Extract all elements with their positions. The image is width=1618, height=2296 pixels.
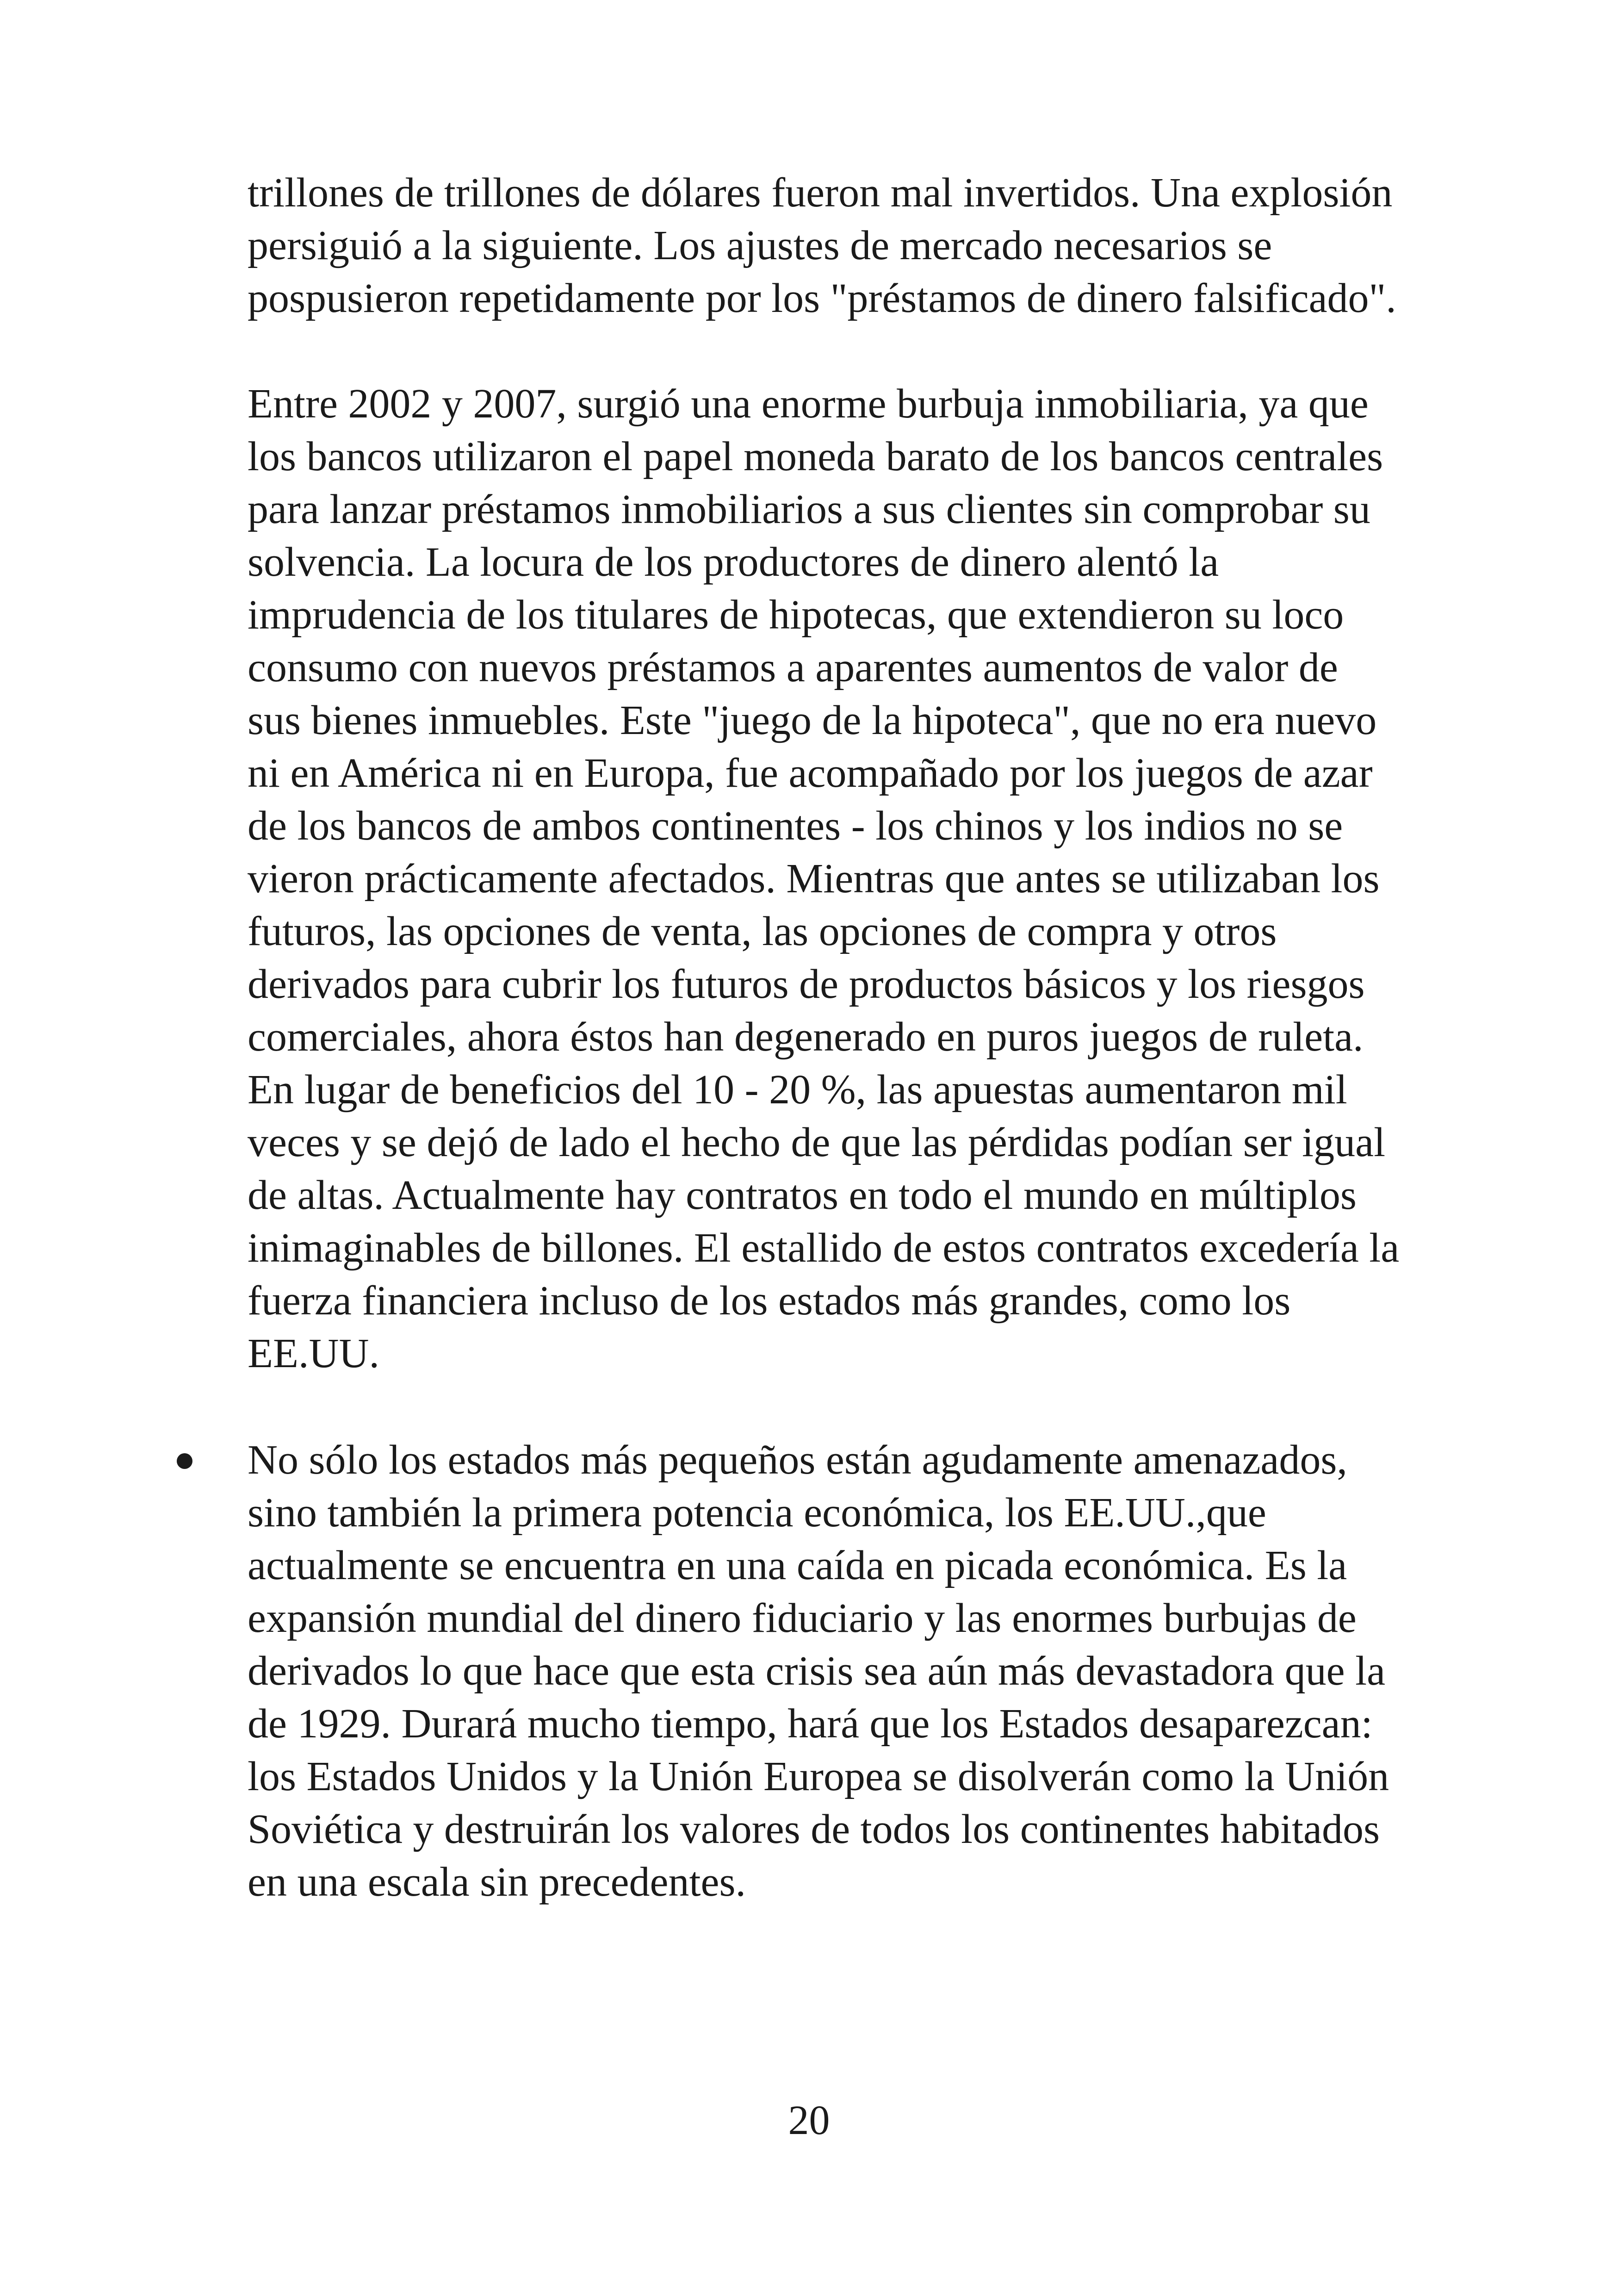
paragraph-2-line: En lugar de beneficios del 10 - 20 %, las apuestas aumentaron mil	[248, 1067, 1347, 1113]
paragraph-2-line: de los bancos de ambos continentes - los chinos y los indios no se	[248, 803, 1343, 849]
paragraph-2-line: EE.UU.	[248, 1331, 379, 1376]
paragraph-1-line: trillones de trillones de dólares fueron mal invertidos. Una explosión	[248, 170, 1393, 216]
bullet-paragraph-line: sino también la primera potencia económica, los EE.UU.,que	[248, 1490, 1266, 1536]
paragraph-2-line: Entre 2002 y 2007, surgió una enorme burbuja inmobiliaria, ya que	[248, 381, 1369, 427]
paragraph-2-line: derivados para cubrir los futuros de productos básicos y los riesgos	[248, 961, 1365, 1007]
bullet-paragraph-line: actualmente se encuentra en una caída en picada económica. Es la	[248, 1543, 1347, 1588]
bullet-paragraph-line: de 1929. Durará mucho tiempo, hará que los Estados desaparezcan:	[248, 1701, 1373, 1747]
paragraph-2-line: para lanzar préstamos inmobiliarios a sus clientes sin comprobar su	[248, 486, 1370, 532]
page-number: 20	[788, 2097, 830, 2143]
bullet-paragraph-line: expansión mundial del dinero fiduciario y las enormes burbujas de	[248, 1595, 1357, 1641]
paragraph-2-line: inimaginables de billones. El estallido de estos contratos excedería la	[248, 1225, 1400, 1271]
paragraph-2-line: de altas. Actualmente hay contratos en todo el mundo en múltiplos	[248, 1172, 1357, 1218]
paragraph-2-line: imprudencia de los titulares de hipotecas, que extendieron su loco	[248, 592, 1344, 638]
paragraph-1-line: pospusieron repetidamente por los "préstamos de dinero falsificado".	[248, 275, 1396, 321]
paragraph-2-line: vieron prácticamente afectados. Mientras que antes se utilizaban los	[248, 856, 1380, 902]
bullet-paragraph-line: No sólo los estados más pequeños están agudamente amenazados,	[248, 1437, 1347, 1483]
paragraph-2-line: los bancos utilizaron el papel moneda barato de los bancos centrales	[248, 434, 1383, 479]
paragraph-2-line: veces y se dejó de lado el hecho de que las pérdidas podían ser igual	[248, 1120, 1386, 1165]
paragraph-2-line: futuros, las opciones de venta, las opciones de compra y otros	[248, 908, 1277, 954]
paragraph-2-line: solvencia. La locura de los productores de dinero alentó la	[248, 539, 1219, 585]
bullet-paragraph-line: Soviética y destruirán los valores de todos los continentes habitados	[248, 1806, 1380, 1852]
paragraph-2-line: ni en América ni en Europa, fue acompañado por los juegos de azar	[248, 750, 1373, 796]
bullet-paragraph-line: derivados lo que hace que esta crisis sea aún más devastadora que la	[248, 1648, 1386, 1694]
paragraph-2-line: sus bienes inmuebles. Este "juego de la hipoteca", que no era nuevo	[248, 697, 1377, 743]
bullet-paragraph-line: en una escala sin precedentes.	[248, 1859, 746, 1905]
paragraph-2-line: consumo con nuevos préstamos a aparentes aumentos de valor de	[248, 645, 1338, 691]
bullet-paragraph-line: los Estados Unidos y la Unión Europea se disolverán como la Unión	[248, 1754, 1389, 1799]
paragraph-1-line: persiguió a la siguiente. Los ajustes de mercado necesarios se	[248, 223, 1272, 268]
paragraph-2-line: fuerza financiera incluso de los estados más grandes, como los	[248, 1278, 1291, 1324]
paragraph-2-line: comerciales, ahora éstos han degenerado en puros juegos de ruleta.	[248, 1014, 1364, 1060]
bullet-icon	[177, 1453, 192, 1469]
